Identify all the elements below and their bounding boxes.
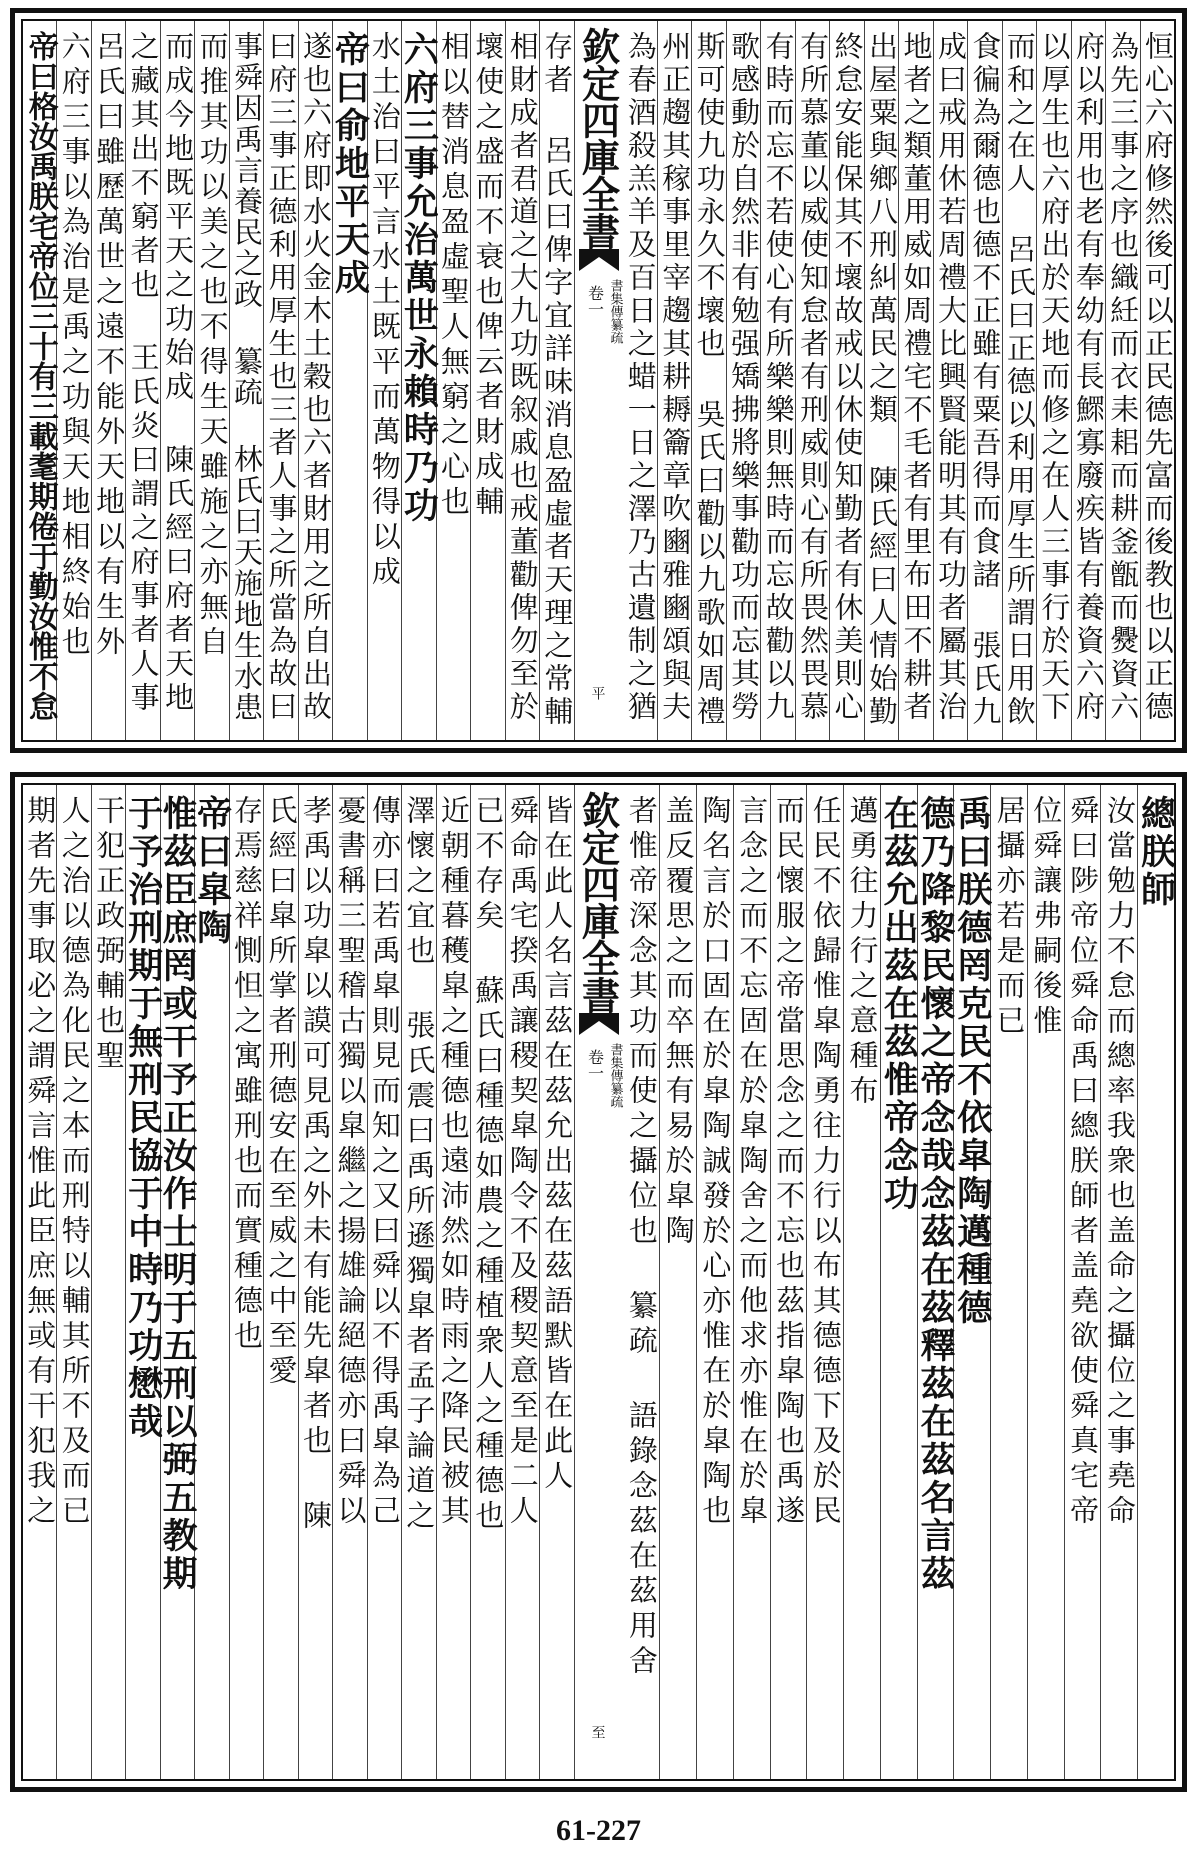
- commentary-text: 而和之在人 呂氏曰正德以利用厚生所謂日用飲: [1002, 31, 1037, 729]
- classic-text: 惟茲臣庶罔或干予正汝作士明于五刑以弼五教期: [157, 795, 199, 1593]
- commentary-text: 相以替消息盈虛聖人無窮之心也: [436, 31, 471, 521]
- book-title: 欽定四庫全書: [575, 791, 621, 1013]
- commentary-text: 州正趨其稼事里宰趨其耕耨籥章吹豳雅豳頌與夫: [658, 31, 693, 724]
- classic-text: 于予治刑期于無刑民協于中時乃功懋哉: [122, 795, 164, 1441]
- commentary-text: 終怠安能保其不壞故戒以休使知勤者有休美則心: [830, 31, 865, 724]
- text-column: [1036, 21, 1070, 740]
- commentary-text: 言念之而不忘固在於皐陶舍之而他求亦惟在於皐: [735, 795, 770, 1530]
- commentary-text: 呂氏曰雖歷萬世之遠不能外天地以有生外: [92, 31, 127, 661]
- text-column: [878, 785, 920, 1779]
- text-column: [624, 785, 660, 1779]
- text-column: [367, 21, 401, 740]
- commentary-text: 為先三事之序也織紝而衣耒耜而耕釜甑而㸑資六: [1106, 31, 1141, 724]
- text-column: [1100, 785, 1137, 1779]
- commentary-text: 為春酒殺羔羊及百日之蜡一日之澤乃古遺制之猶: [623, 31, 658, 724]
- classic-text: 帝曰俞地平天成: [329, 31, 371, 297]
- top-center-strip: [574, 21, 624, 740]
- text-column: [23, 21, 56, 740]
- book-title: 欽定四庫全書: [575, 27, 621, 249]
- text-column: [505, 21, 539, 740]
- text-column: [990, 785, 1027, 1779]
- text-column: [91, 21, 125, 740]
- text-column: [951, 785, 993, 1779]
- commentary-text: 事舜因禹言養民之政 纂疏 林氏曰天施地生水患: [230, 31, 265, 723]
- fishtail-ornament-icon: [579, 1013, 619, 1035]
- text-column: [659, 785, 696, 1779]
- text-column: [470, 785, 504, 1779]
- commentary-text: 恒心六府修然後可以正民德先富而後教也以正德: [1140, 31, 1175, 724]
- commentary-text: 六府三事以為治是禹之功與天地相終始也: [57, 31, 92, 661]
- text-column: [398, 21, 440, 740]
- commentary-text: 有時而忘不若使心有所樂樂則無時而忘故勸以九: [761, 31, 796, 724]
- text-column: [401, 785, 435, 1779]
- commentary-text: 以厚生也六府出於天地而修之在人三事行於天下: [1037, 31, 1072, 724]
- commentary-text: 孝禹以功皐以謨可見禹之外未有能先皐者也 陳: [298, 795, 333, 1535]
- commentary-text: 存者 呂氏曰俾字宜詳味消息盈虛者天理之常輔: [540, 31, 575, 729]
- text-column: [933, 21, 967, 740]
- bottom-left-half: [23, 785, 574, 1779]
- folio-mark: 至: [589, 1725, 606, 1739]
- text-column: [657, 21, 691, 740]
- commentary-text: 氏經曰皐所掌者刑德安在至威之中至愛: [264, 795, 299, 1390]
- commentary-text: 斯可使九功永久不壞也 吳氏曰勸以九歌如周禮: [692, 31, 727, 729]
- commentary-text: 皆在此人名言茲在茲允出茲在茲語默皆在此人: [540, 795, 575, 1495]
- commentary-text: 食徧為爾德也德不正雖有粟吾得而食諸 張氏九: [968, 31, 1003, 729]
- text-column: [806, 785, 843, 1779]
- commentary-text: 位舜讓弗嗣後惟: [1029, 795, 1064, 1040]
- text-column: [298, 21, 332, 740]
- folio-mark: 平: [589, 686, 606, 700]
- text-column: [505, 785, 539, 1779]
- commentary-text: 澤懷之宜也 張氏震曰禹所遜獨皐者孟子論道之: [402, 795, 437, 1535]
- text-column: [539, 21, 573, 740]
- text-column: [470, 21, 504, 740]
- commentary-text: 歌感動於自然非有勉强矯拂將樂事勸功而忘其勞: [727, 31, 762, 724]
- text-column: [1002, 21, 1036, 740]
- commentary-text: 出屋粟與鄉八刑糾萬民之類 陳氏經曰人情始勤: [865, 31, 900, 729]
- text-column: [733, 785, 770, 1779]
- top-right-half: [624, 21, 1175, 740]
- commentary-text: 而推其功以美之也不得生天雖施之亦無自: [195, 31, 230, 661]
- commentary-text: 成曰戒用休若周禮大比興賢能明其有功者屬其治: [933, 31, 968, 724]
- page-number: 61-227: [556, 1814, 641, 1847]
- text-column: [157, 785, 199, 1779]
- commentary-text: 有所慕董以威使知怠者有刑威則心有所畏然畏慕: [796, 31, 831, 724]
- text-column: [229, 21, 263, 740]
- commentary-text: 憂書稱三聖稽古獨以皐繼之揚雄論絕德亦曰舜以: [333, 795, 368, 1530]
- commentary-text: 傳亦曰若禹皐則見而知之又曰舜以不得禹皐為己: [367, 795, 402, 1530]
- commentary-text: 而民懷服之帝當思念之而不忘也茲指皐陶也禹遂: [771, 795, 806, 1530]
- classic-text: 禹曰朕德罔克民不依皐陶邁種德: [951, 795, 993, 1327]
- commentary-text: 曰府三事正德利用厚生也三者人事之所當為故曰: [264, 31, 299, 724]
- text-column: [915, 785, 957, 1779]
- text-column: [1140, 21, 1174, 740]
- text-column: [91, 785, 125, 1779]
- text-column: [539, 785, 573, 1779]
- text-column: [1135, 785, 1177, 1779]
- commentary-text: 干犯正政弼輔也聖: [92, 795, 127, 1075]
- text-column: [624, 21, 657, 740]
- commentary-text: 府以利用也老有奉幼有長鰥寡廢疾皆有養資六府: [1071, 31, 1106, 724]
- text-column: [229, 785, 263, 1779]
- commentary-text: 已不存矣 蘇氏曰種德如農之種植衆人之種德也: [471, 795, 506, 1535]
- commentary-text: 陶名言於口固在於皐陶誠發於心亦惟在於皐陶也: [698, 795, 733, 1530]
- commentary-text: 人之治以德為化民之本而刑特以輔其所不及而已: [57, 795, 92, 1530]
- classic-text: 德乃降黎民懷之帝念哉念茲在茲釋茲在茲名言茲: [915, 795, 957, 1593]
- classic-text: 在茲允出茲在茲惟帝念功: [878, 795, 920, 1213]
- text-column: [1064, 785, 1101, 1779]
- commentary-text: 壞使之盛而不衰也俾云者財成輔: [471, 31, 506, 521]
- text-column: [760, 21, 794, 740]
- classic-text: 帝曰格汝禹朕宅帝位三十有三載耄期倦于勤汝惟不怠: [22, 31, 58, 721]
- commentary-text: 而成今地既平天之功始成 陳氏經曰府者天地: [161, 31, 196, 716]
- bottom-center-strip: [574, 785, 624, 1779]
- bottom-page-columns: [23, 785, 1177, 1779]
- text-column: [726, 21, 760, 740]
- text-column: [864, 21, 898, 740]
- text-column: [160, 21, 194, 740]
- commentary-text: 相財成者君道之大九功既叙戚也戒董勸俾勿至於: [505, 31, 540, 724]
- top-page-columns: [23, 21, 1174, 740]
- text-column: [194, 21, 228, 740]
- text-column: [263, 21, 297, 740]
- text-column: [23, 785, 56, 1779]
- bottom-page-frame: [10, 772, 1187, 1792]
- commentary-text: 者惟帝深念其功而使之攝位也 纂疏 語錄念茲在茲用舍: [624, 795, 659, 1680]
- commentary-text: 舜命禹宅揆禹讓稷契皐陶令不及稷契意至是二人: [505, 795, 540, 1530]
- text-column: [122, 785, 164, 1779]
- commentary-text: 存焉慈祥惻怛之寓雖刑也而實種德也: [230, 795, 265, 1355]
- text-column: [898, 21, 932, 740]
- text-column: [367, 785, 401, 1779]
- text-column: [1027, 785, 1064, 1779]
- text-column: [967, 21, 1001, 740]
- text-column: [1105, 21, 1139, 740]
- bottom-right-half: [624, 785, 1175, 1779]
- commentary-text: 之藏其出不窮者也 王氏炎曰謂之府事者人事: [126, 31, 161, 716]
- commentary-text: 地者之類董用威如周禮宅不毛者有里布田不耕者: [899, 31, 934, 724]
- commentary-text: 盖反覆思之而卒無有易於皐陶: [661, 795, 696, 1250]
- text-column: [770, 785, 807, 1779]
- fishtail-ornament-icon: [579, 249, 619, 271]
- volume-label: 卷一: [585, 1049, 605, 1081]
- text-column: [795, 21, 829, 740]
- top-page-body: [21, 19, 1176, 742]
- text-column: [56, 785, 90, 1779]
- top-page-frame: [10, 8, 1187, 753]
- text-column: [829, 21, 863, 740]
- commentary-text: 水土治曰平言水土既平而萬物得以成: [367, 31, 402, 591]
- commentary-text: 汝當勉力不怠而總率我衆也盖命之攝位之事堯命: [1102, 795, 1137, 1530]
- commentary-text: 邁勇往力行之意種布: [845, 795, 880, 1110]
- commentary-text: 舜曰陟帝位舜命禹曰總朕師者盖堯欲使舜真宅帝: [1066, 795, 1101, 1530]
- commentary-text: 任民不依歸惟皐陶勇往力行以布其德德下及於民: [808, 795, 843, 1530]
- commentary-text: 居攝亦若是而已: [992, 795, 1027, 1040]
- classic-text: 六府三事允治萬世永賴時乃功: [398, 31, 440, 525]
- text-column: [191, 785, 233, 1779]
- text-column: [843, 785, 880, 1779]
- text-column: [125, 21, 159, 740]
- classic-text: 帝曰皐陶: [191, 795, 233, 947]
- volume-label: 卷一: [585, 285, 605, 317]
- text-column: [696, 785, 733, 1779]
- text-column: [1071, 21, 1105, 740]
- book-subtitle: 書集傳纂疏: [607, 1043, 623, 1108]
- top-left-half: [23, 21, 574, 740]
- classic-text: 總朕師: [1135, 795, 1177, 909]
- commentary-text: 遂也六府即水火金木土穀也六者財用之所自出故: [298, 31, 333, 724]
- text-column: [691, 21, 725, 740]
- text-column: [436, 21, 470, 740]
- book-subtitle: 書集傳纂疏: [607, 279, 623, 344]
- text-column: [298, 785, 332, 1779]
- commentary-text: 近朝種暮穫皐之種德也遠沛然如時雨之降民被其: [436, 795, 471, 1530]
- commentary-text: 期者先事取必之謂舜言惟此臣庶無或有干犯我之: [23, 795, 58, 1530]
- text-column: [329, 21, 371, 740]
- text-column: [332, 785, 366, 1779]
- text-column: [263, 785, 297, 1779]
- text-column: [436, 785, 470, 1779]
- bottom-page-body: [21, 783, 1176, 1781]
- text-column: [56, 21, 90, 740]
